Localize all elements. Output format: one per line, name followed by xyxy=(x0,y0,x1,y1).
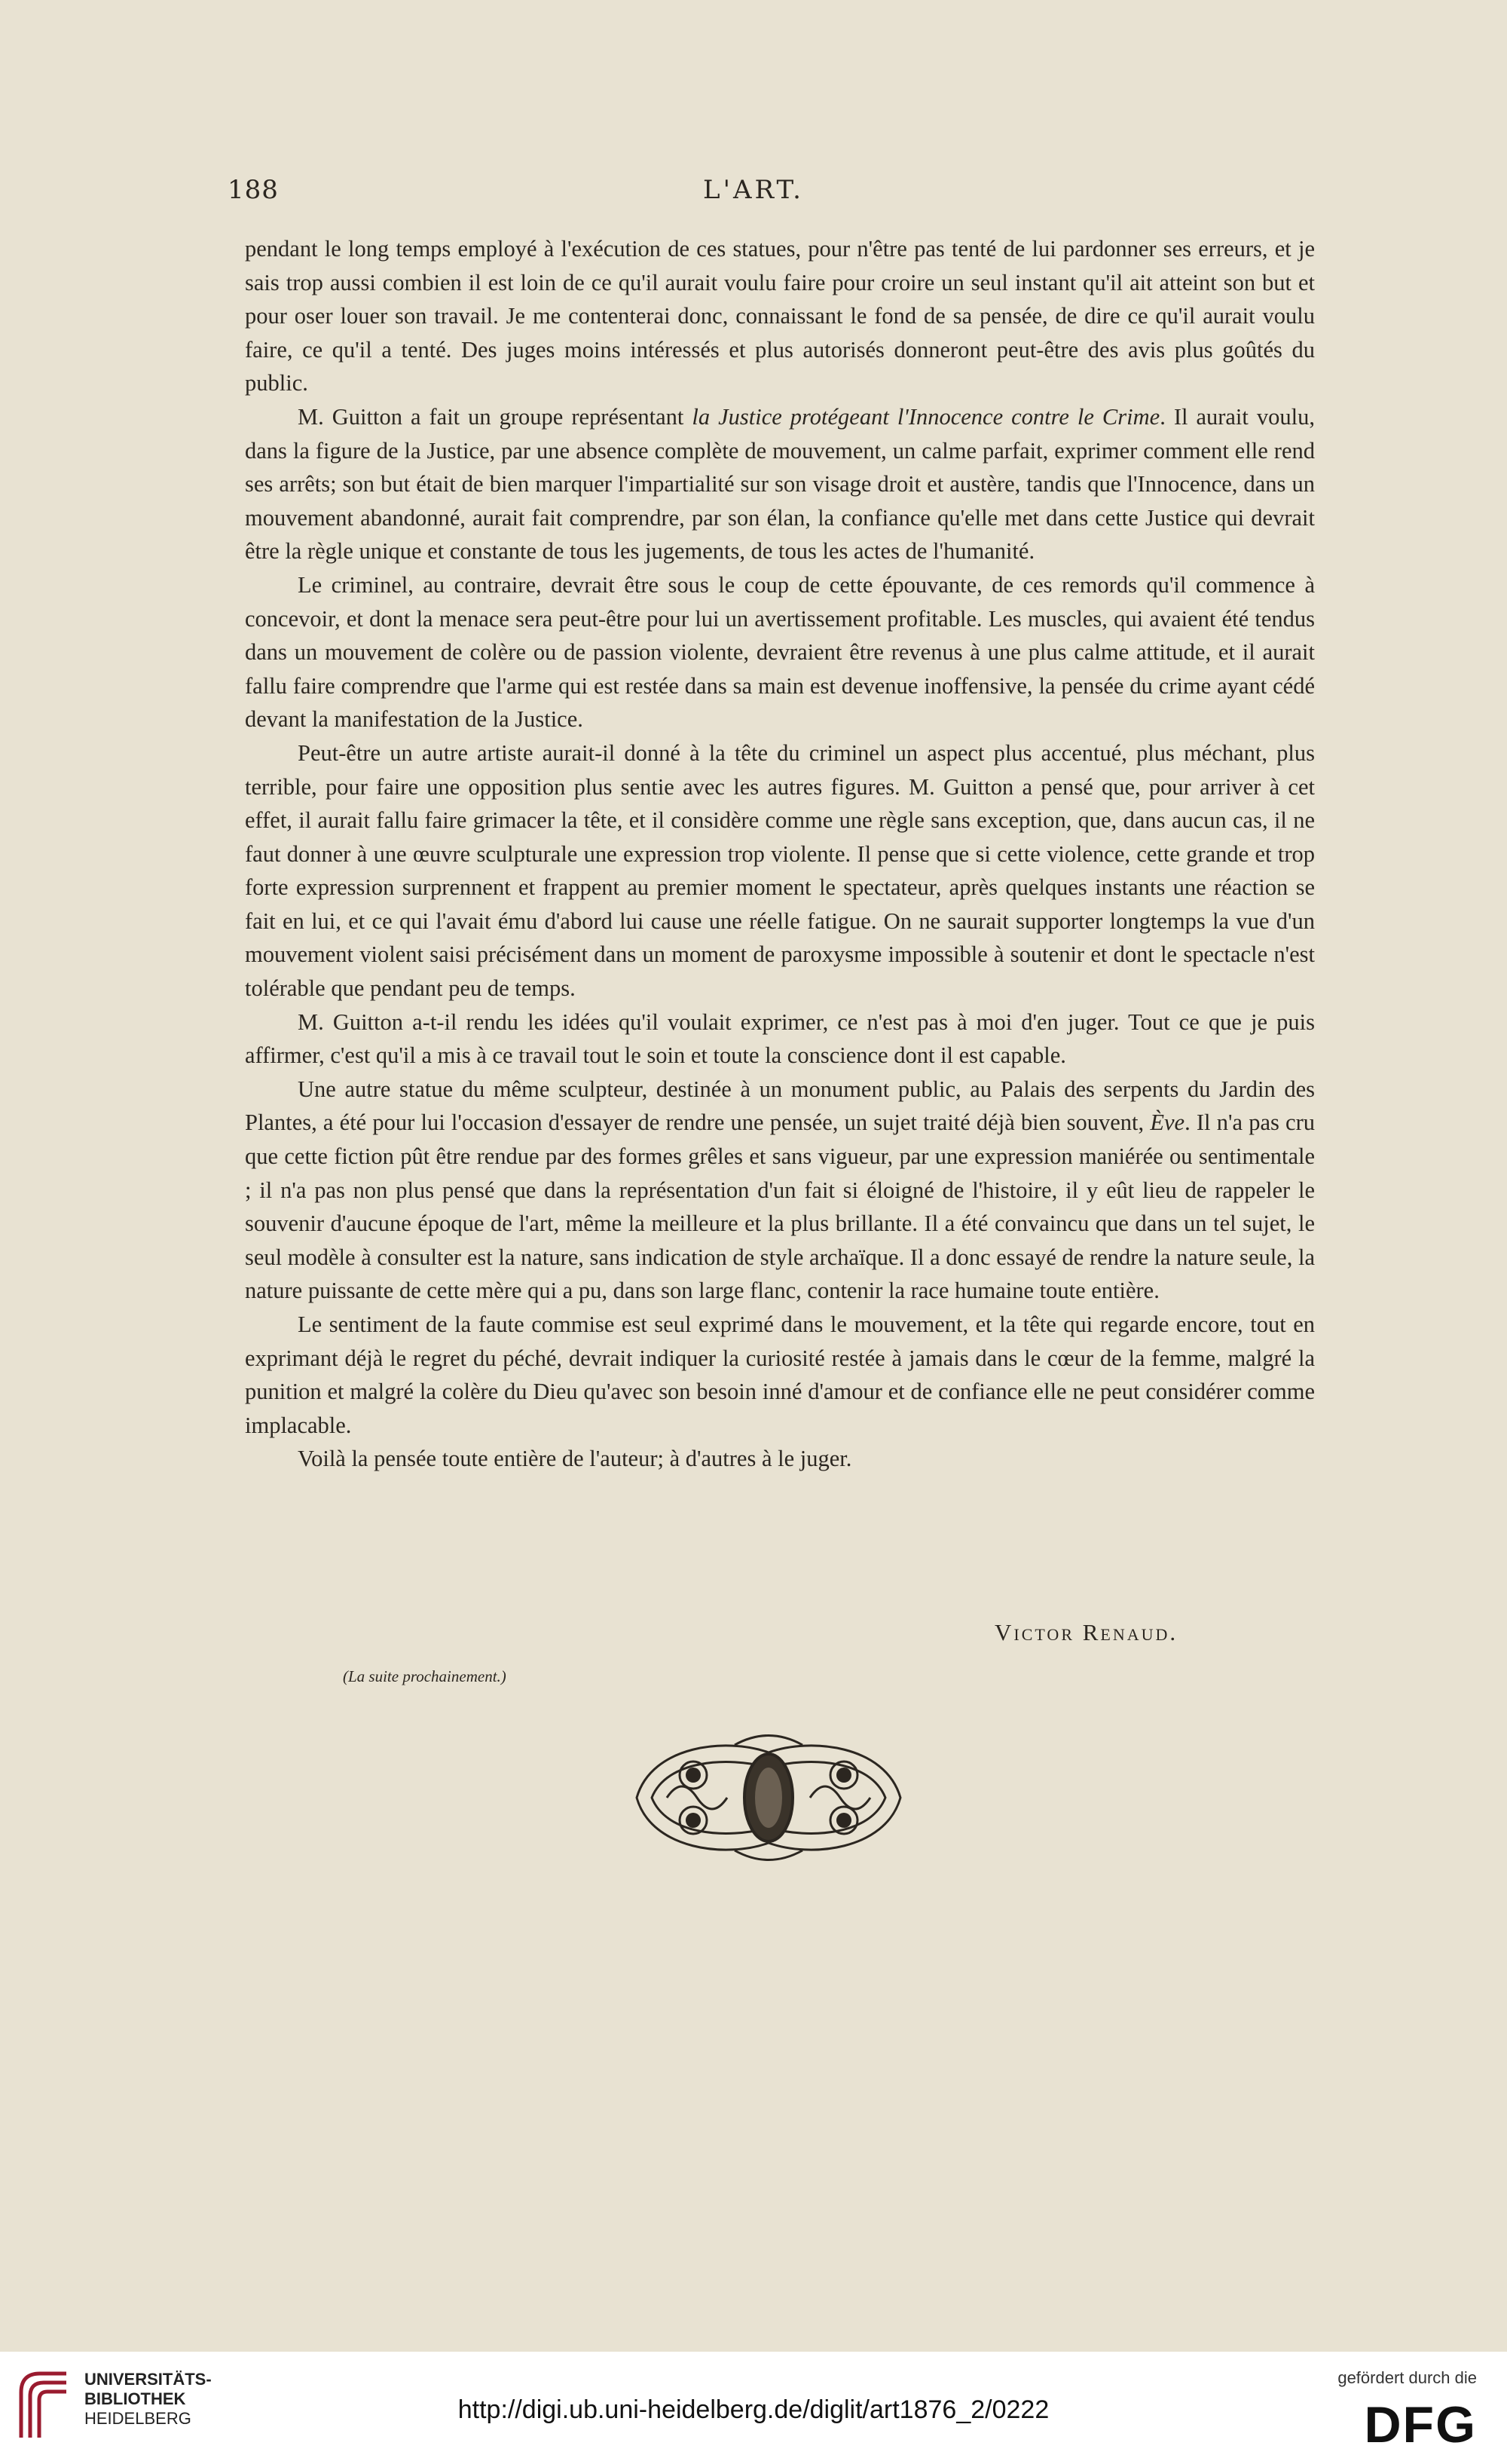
library-name-line2: BIBLIOTHEK xyxy=(84,2389,186,2408)
paragraph-7: Le sentiment de la faute commise est seul exprimé dans le mouvement, et la tête qui regarde encore, tout en exprimant déjà le regret du péché, devrait indiquer la curiosité restée à jamais dans le cœur de la femme, malgré la punition et malgré la colère du Dieu qu'avec son besoin inné d'amour et de confiance elle ne peut considérer comme implacable. xyxy=(245,1312,1315,1438)
paragraph-2-start: M. Guitton a fait un groupe représentant xyxy=(298,403,692,430)
library-name-line1: UNIVERSITÄTS- xyxy=(84,2370,212,2389)
running-title: L'ART. xyxy=(703,175,804,205)
source-url-link[interactable]: http://digi.ub.uni-heidelberg.de/diglit/art1876_2/0222 xyxy=(457,2395,1050,2424)
paragraph-1: pendant le long temps employé à l'exécution de ces statues, pour n'être pas tenté de lui pardonner ses erreurs, et je sais trop aussi combien il est loin de ce qu'il aurait voulu faire pour croire un seul instant qu'il ait atteint son but et pour oser louer son travail. Je me contenterai donc, connaissant le fond de sa pensée, de dire ce qu'il aurait voulu faire, ce qu'il a tenté. Des juges moins intéressés et plus autorisés donneront peut-être des avis plus goûtés du public. xyxy=(245,236,1315,396)
paragraph-2-rest: . Il aurait voulu, dans la figure de la Justice, par une absence complète de mouvement, un calme parfait, exprimer comment elle rend ses arrêts; son but était de bien marquer l'impartialité sur son visage droit et austère, tandis que l'Innocence, dans un mouvement abandonné, aurait fait comprendre, par son élan, la confiance qu'elle met dans cette Justice qui devrait être la règle unique et constante de tous les jugements, de tous les actes de l'humanité. xyxy=(245,403,1315,565)
ornament-vignette xyxy=(622,1722,916,1873)
continuation-note: (La suite prochainement.) xyxy=(343,1667,506,1685)
paragraph-6-rest: . Il n'a pas cru que cette fiction pût être rendue par des formes grêles et sans vigueur, par une expression maniérée ou sentimentale ; il n'a pas non plus pensé que dans la représentation d'un fait si éloigné de l'histoire, il y eût lieu de rappeler le souvenir d'aucune époque de l'art, même la meilleure et la plus brillante. Il a été convaincu que dans un tel sujet, le seul modèle à consulter est la nature, sans indication de style archaïque. Il a donc essayé de rendre la nature seule, la nature puissante de cette mère qui a pu, dans son large flanc, contenir la race humaine toute entière. xyxy=(245,1110,1315,1304)
artwork-title-eve: Ève xyxy=(1150,1110,1185,1136)
paragraph-6-start: Une autre statue du même sculpteur, destinée à un monument public, au Palais des serpents du Jardin des Plantes, a été pour lui l'occasion d'essayer de rendre une pensée, un sujet traité déjà bien souvent, xyxy=(245,1076,1315,1136)
funder-label: gefördert durch die xyxy=(1337,2368,1477,2387)
paragraph-6 xyxy=(245,1073,1315,1308)
author-signature: Victor Renaud. xyxy=(995,1619,1178,1645)
paragraph-3: Le criminel, au contraire, devrait être sous le coup de cette épouvante, de ces remords qu'il commence à concevoir, et dont la menace sera peut-être pour lui un avertissement profitable. Les muscles, qui avaient été tendus dans un mouvement de colère ou de passion violente, devraient être revenus à une plus calme attitude, et il aurait fallu faire comprendre que l'arme qui est restée dans sa main est devenue inoffensive, la pensée du crime ayant cédé devant la manifestation de la Justice. xyxy=(245,571,1315,733)
library-name-line3: HEIDELBERG xyxy=(84,2409,191,2428)
paragraph-5: M. Guitton a-t-il rendu les idées qu'il voulait exprimer, ce n'est pas à moi d'en juger. Tout ce que je puis affirmer, c'est qu'il a mis à ce travail tout le soin et toute la conscience dont il est capable. xyxy=(245,1009,1315,1069)
paragraph-2 xyxy=(245,400,1315,568)
page-number: 188 xyxy=(228,175,279,205)
page-header xyxy=(0,175,1507,220)
dfg-logo: DFG xyxy=(1364,2396,1477,2453)
artwork-title-justice: la Justice protégeant l'Innocence contre le Crime xyxy=(692,403,1160,430)
digitization-footer xyxy=(0,2352,1507,2464)
paragraph-8: Voilà la pensée toute entière de l'auteur; à d'autres à le juger. xyxy=(298,1446,852,1472)
paragraph-4: Peut-être un autre artiste aurait-il donné à la tête du criminel un aspect plus accentué, plus méchant, plus terrible, pour faire une opposition plus sentie avec les autres figures. M. Guitton a pensé que, pour arriver à cet effet, il aurait fallu faire grimacer la tête, et il considère comme une règle sans exception, que, dans aucun cas, il ne faut donner à une œuvre sculpturale une expression trop violente. Il pense que si cette violence, cette grande et trop forte expression surprennent et frappent au premier moment le spectateur, après quelques instants une réaction se fait en lui, et ce qui l'avait ému d'abord lui cause une réelle fatigue. On ne saurait supporter longtemps la vue d'un mouvement violent saisi précisément dans un moment de paroxysme impossible à soutenir et dont le spectacle n'est tolérable que pendant peu de temps. xyxy=(245,739,1315,1002)
article-body xyxy=(245,232,1315,1476)
